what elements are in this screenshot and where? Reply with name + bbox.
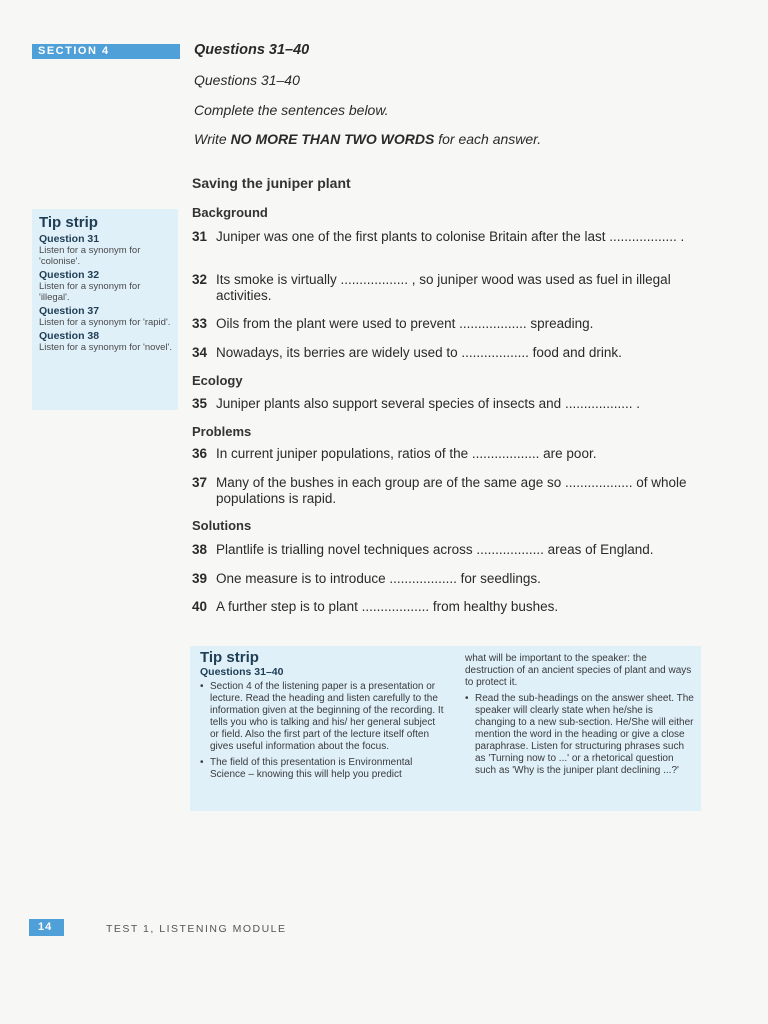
bottom-tip-right-column [465,653,695,781]
question-number: 31 [192,229,208,244]
question-number: 34 [192,345,208,360]
question-item [192,316,702,332]
instruction-bold: NO MORE THAN TWO WORDS [230,131,435,147]
subheading-background: Background [192,205,268,220]
question-item [192,345,702,361]
subheading-ecology: Ecology [192,373,243,388]
side-tip-desc: Listen for a synonym for 'illegal'. [39,281,141,303]
side-tip-desc: Listen for a synonym for 'colonise'. [39,245,141,267]
question-text: Nowadays, its berries are widely used to .................. food and drink. [216,345,622,360]
question-item [192,542,702,558]
question-number: 39 [192,571,208,586]
side-tip-question: Question 31 [39,233,100,245]
side-tip-desc: Listen for a synonym for 'rapid'. [39,317,171,328]
side-tip-desc: Listen for a synonym for 'novel'. [39,342,172,353]
question-text: Oils from the plant were used to prevent .................. spreading. [216,316,594,331]
question-item [192,229,702,245]
section-label: SECTION 4 [32,44,180,59]
question-text: Its smoke is virtually .................. , so juniper wood was used as fuel in illegal activities. [216,272,671,303]
subheading-solutions: Solutions [192,518,252,533]
question-text: Juniper was one of the first plants to colonise Britain after the last .................. . [216,229,685,244]
bottom-tip-strip [190,646,701,811]
question-number: 35 [192,396,208,411]
question-text: Juniper plants also support several species of insects and .................. . [216,396,640,411]
side-tip-strip [32,209,178,410]
bottom-tip-bullet: • The field of this presentation is Environmental Science – knowing this will help you predict [200,757,445,781]
question-text: In current juniper populations, ratios of the .................. are poor. [216,446,597,461]
question-item [192,396,702,412]
bottom-tip-bullet: • Section 4 of the listening paper is a presentation or lecture. Read the heading and listen carefully to the information given at the beginning of the recording. It tells you who is talking and his/ her general subject or field. Also the first part of the lecture itself often gives useful information about the focus. [200,681,445,753]
question-item [192,475,702,507]
bottom-tip-bullet: • Read the sub-headings on the answer sheet. The speaker will clearly state when he/she is changing to a new sub-section. He/She will either mention the word in the heading or give a close paraphrase. Listen for structuring phrases such as 'Turning now to ...' or a rhetorical question such as 'Why is the juniper plant declining ...?' [465,693,695,777]
question-number: 37 [192,475,208,490]
question-number: 32 [192,272,208,287]
question-number: 36 [192,446,208,461]
page-number-badge: 14 [29,919,64,936]
bottom-tip-subtitle: Questions 31–40 [200,666,284,678]
question-item [192,272,702,304]
question-item [192,599,702,615]
instruction-post: for each answer. [434,131,542,147]
question-text: One measure is to introduce .................. for seedlings. [216,571,541,586]
question-number: 40 [192,599,208,614]
question-item [192,571,702,587]
question-text: A further step is to plant .................. from healthy bushes. [216,599,559,614]
side-tip-question: Question 32 [39,269,100,281]
bottom-tip-left-column [200,649,445,785]
instruction-pre: Write [194,131,231,147]
questions-range: Questions 31–40 [194,72,300,88]
instruction-word-limit [194,131,541,147]
question-text: Many of the bushes in each group are of the same age so .................. of whole populations is rapid. [216,475,687,506]
question-number: 33 [192,316,208,331]
bottom-tip-continuation: what will be important to the speaker: the destruction of an ancient species of plant and ways to protect it. [465,653,692,688]
side-tip-title: Tip strip [39,214,98,231]
side-tip-question: Question 38 [39,330,100,342]
question-number: 38 [192,542,208,557]
questions-title: Questions 31–40 [194,42,310,58]
footer-label: TEST 1, LISTENING MODULE [106,923,287,935]
question-item [192,446,702,462]
question-text: Plantlife is trialling novel techniques across .................. areas of England. [216,542,654,557]
bottom-tip-title: Tip strip [200,649,259,666]
instruction-complete: Complete the sentences below. [194,102,389,118]
subheading-problems: Problems [192,424,252,439]
side-tip-question: Question 37 [39,305,100,317]
main-title: Saving the juniper plant [192,175,351,191]
